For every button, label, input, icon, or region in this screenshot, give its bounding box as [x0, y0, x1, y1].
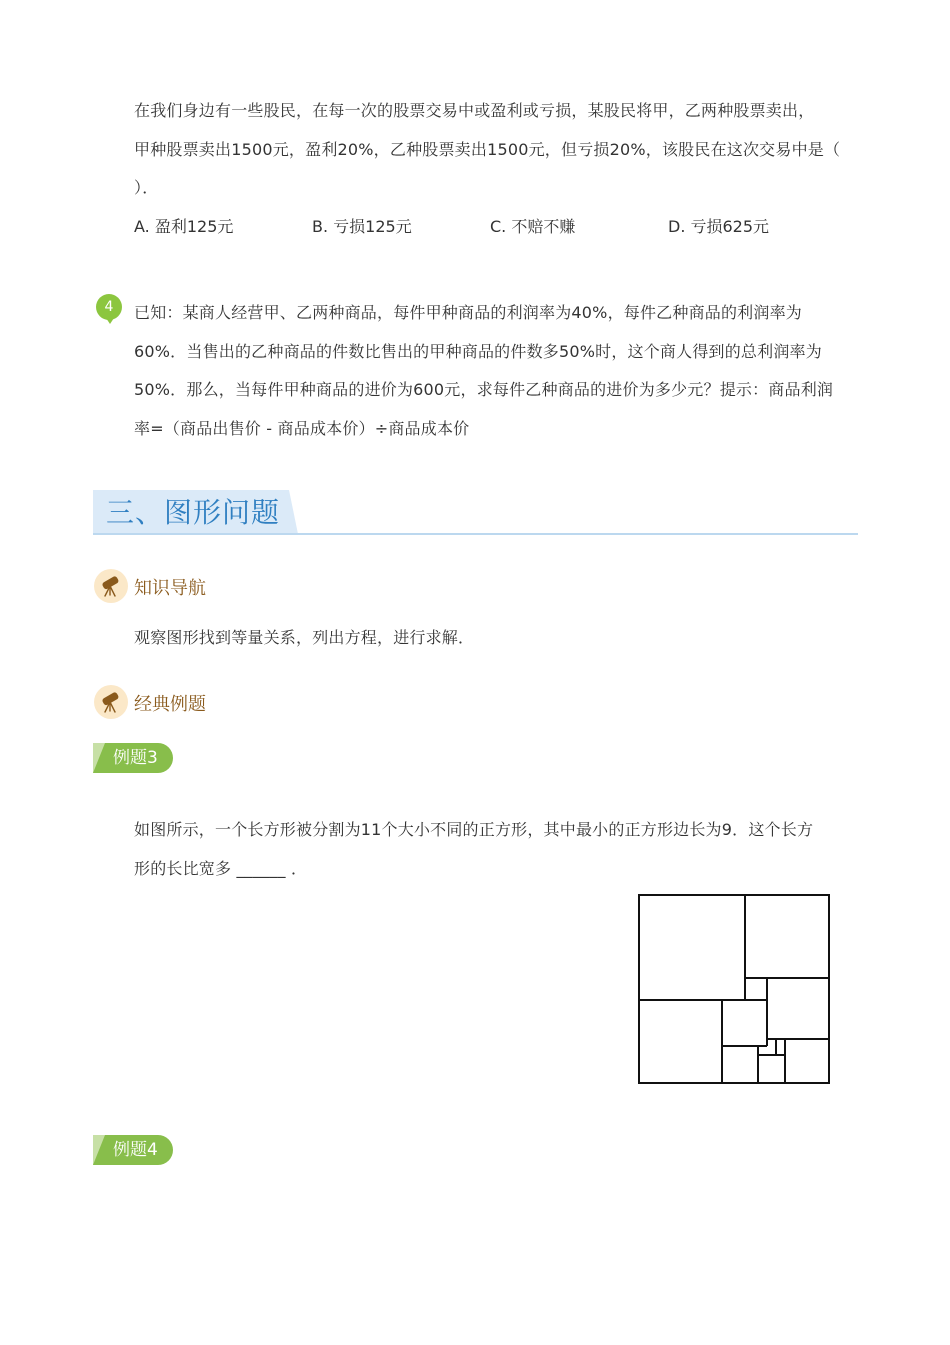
option-b[interactable]: B. 亏损125元	[312, 217, 412, 236]
question4-line-4: 率=（商品出售价 - 商品成本价）÷商品成本价	[134, 419, 470, 438]
example3-tag-label: 例题3	[113, 748, 158, 768]
question4-line-3: 50%．那么，当每件甲种商品的进价为600元，求每件乙种商品的进价为多少元？提示：商品利润	[134, 380, 834, 399]
telescope-icon	[94, 569, 128, 603]
squared-rectangle-figure	[630, 886, 840, 1096]
question4-line-2: 60%．当售出的乙种商品的件数比售出的甲种商品的件数多50%时，这个商人得到的总利润率为	[134, 342, 822, 361]
knowledge-nav-label: 知识导航	[134, 578, 206, 599]
question3-line-1: 在我们身边有一些股民，在每一次的股票交易中或盈利或亏损，某股民将甲，乙两种股票卖出，	[134, 101, 815, 120]
section-divider	[93, 533, 858, 535]
section-title: 三、图形问题	[106, 496, 281, 529]
question3-line-2: 甲种股票卖出1500元，盈利20%，乙种股票卖出1500元，但亏损20%，该股民在这次交易中是（	[134, 140, 841, 159]
option-d[interactable]: D. 亏损625元	[668, 217, 770, 236]
option-c[interactable]: C. 不赔不赚	[490, 217, 576, 236]
outer-rectangle	[639, 895, 829, 1083]
example3-tag	[93, 743, 173, 773]
question4-line-1: 已知：某商人经营甲、乙两种商品，每件甲种商品的利润率为40%，每件乙种商品的利润率为	[134, 303, 802, 322]
option-a[interactable]: A. 盈利125元	[134, 217, 234, 236]
question3-line-3: ）．	[134, 178, 159, 197]
classic-examples-label: 经典例题	[134, 694, 206, 715]
example4-tag-label: 例题4	[113, 1140, 158, 1160]
telescope-icon	[94, 685, 128, 719]
example3-line-1: 如图所示，一个长方形被分割为11个大小不同的正方形，其中最小的正方形边长为9．这个长方	[134, 820, 814, 839]
knowledge-nav-text: 观察图形找到等量关系，列出方程，进行求解．	[134, 628, 475, 647]
example3-line-2: 形的长比宽多 ______ ．	[134, 859, 308, 878]
question-number-badge: 4	[96, 294, 122, 320]
example4-tag	[93, 1135, 173, 1165]
